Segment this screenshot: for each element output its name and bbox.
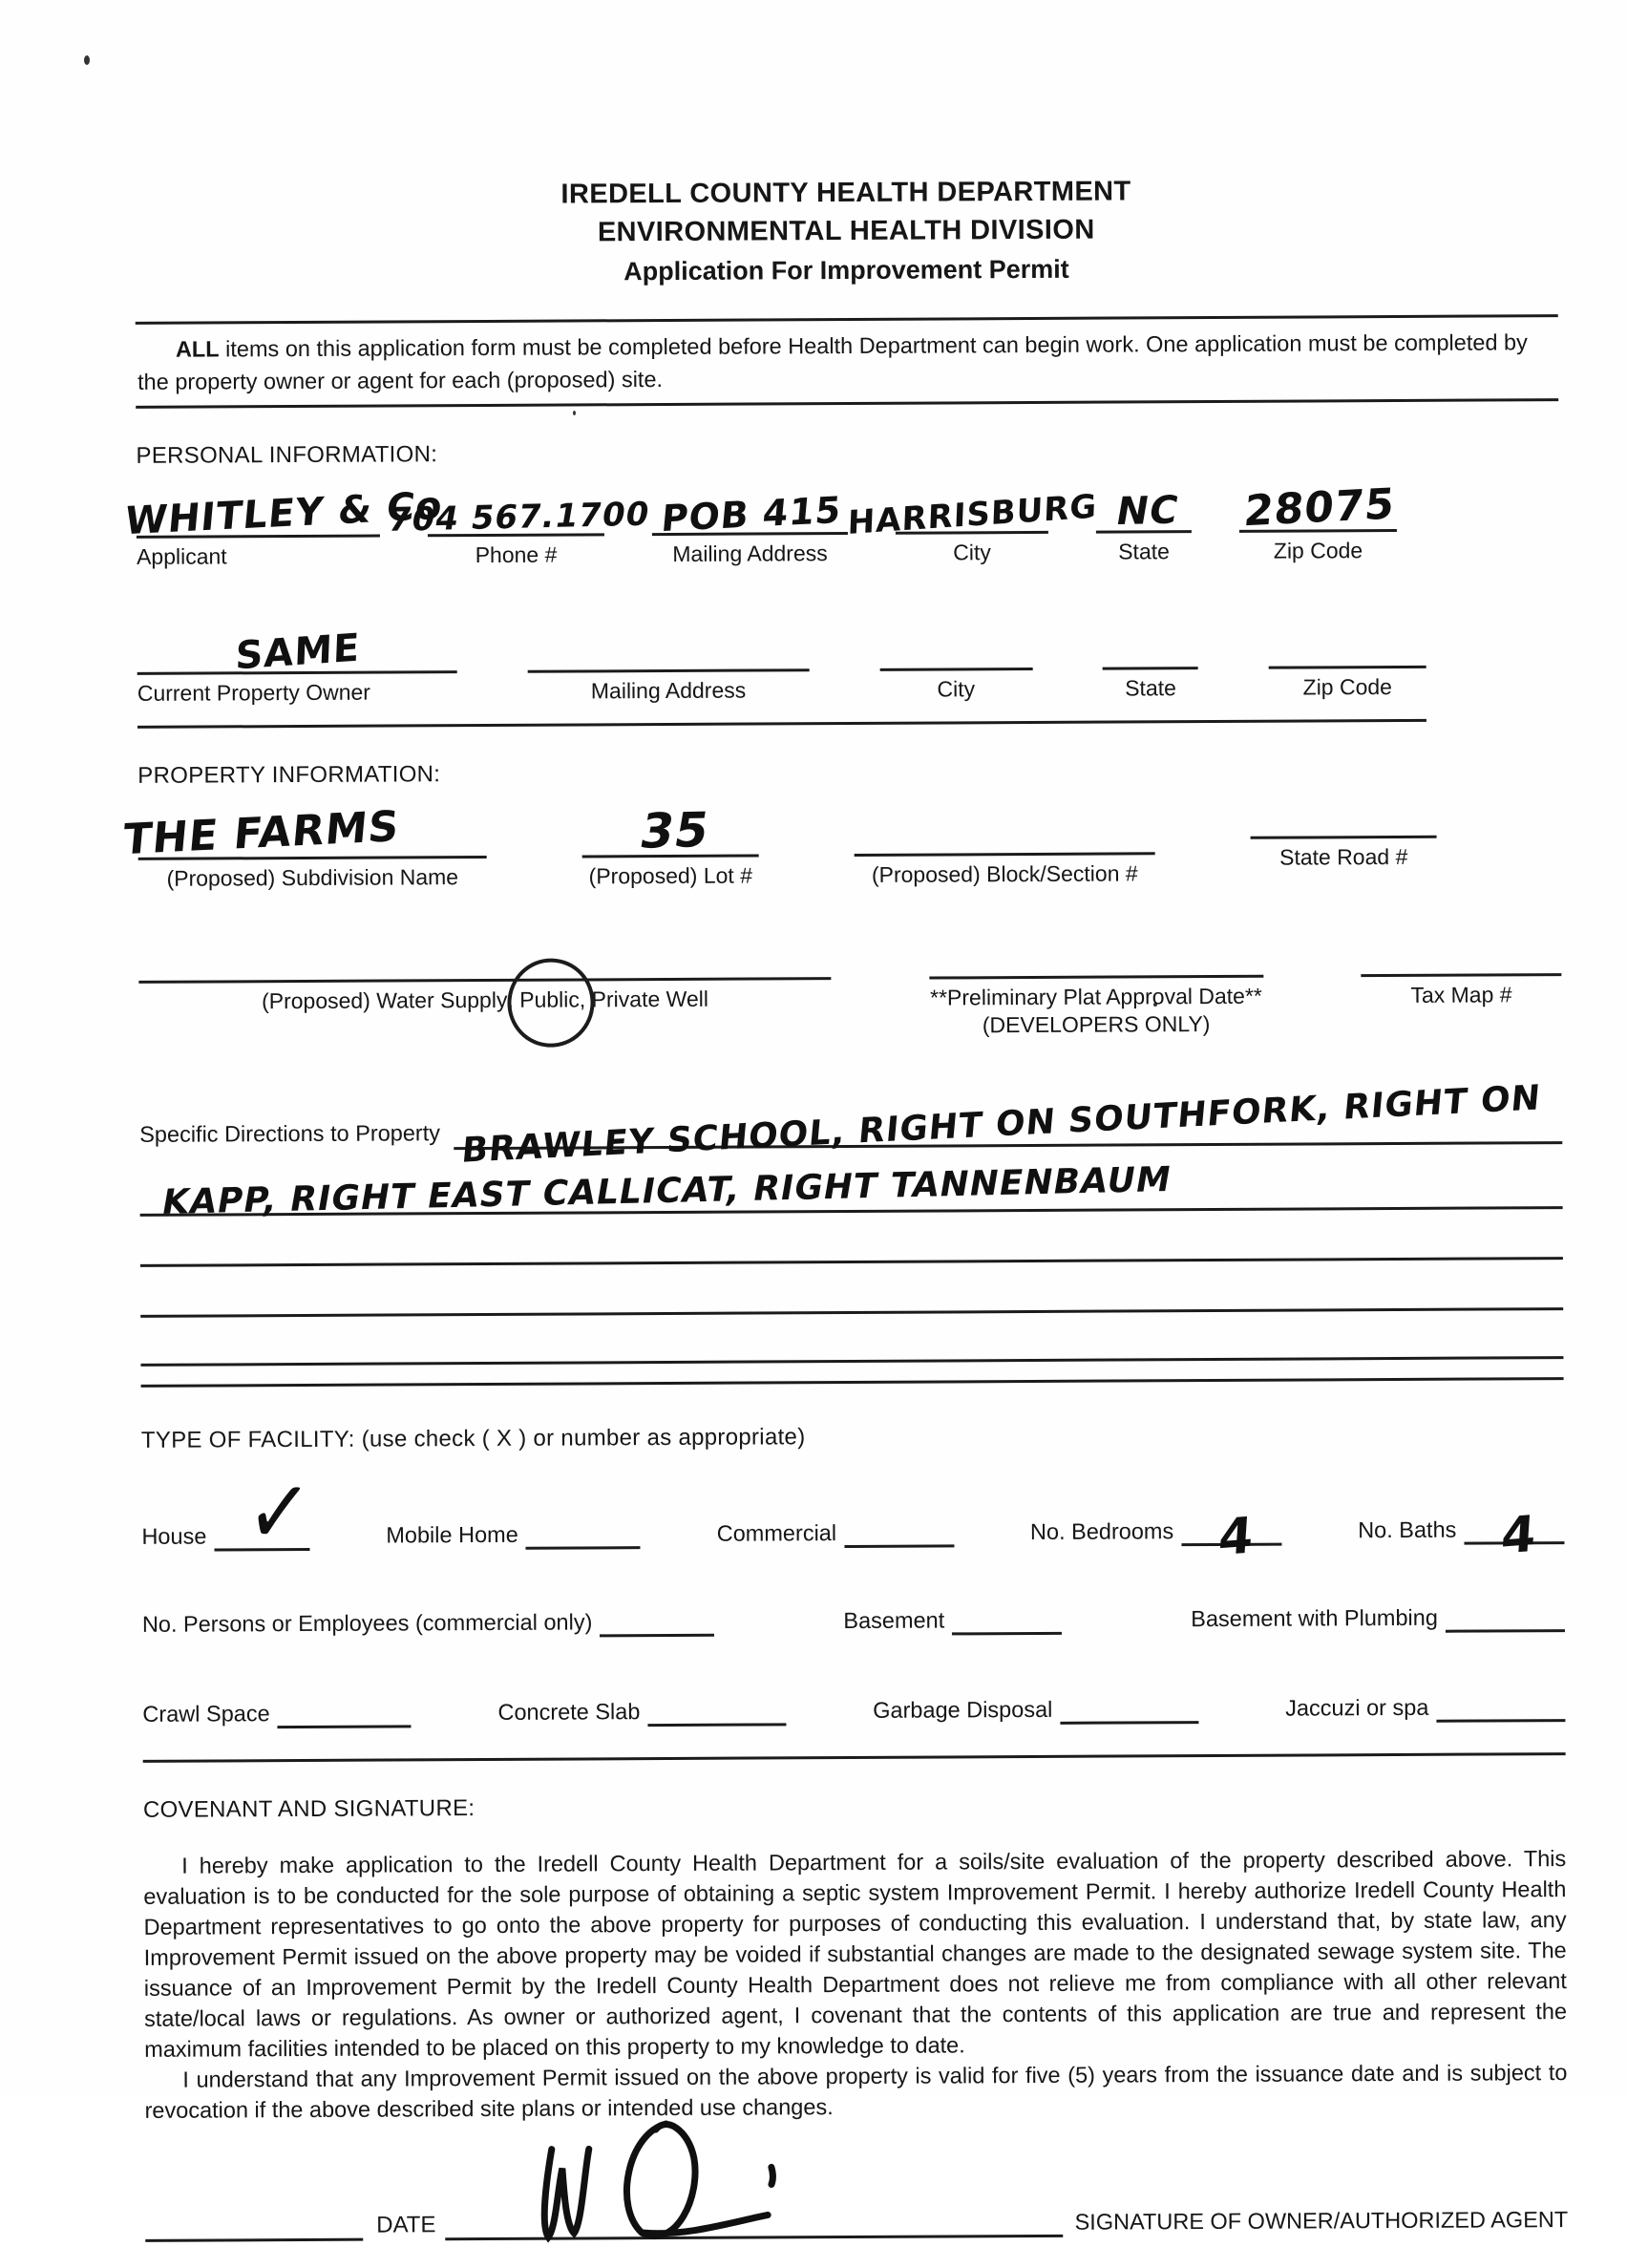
owner-zip-label: Zip Code (1302, 674, 1392, 700)
garbage-disposal-write-line[interactable] (1060, 1689, 1198, 1725)
directions-value-1: BRAWLEY SCHOOL, RIGHT ON SOUTHFORK, RIGHT ON (459, 1078, 1543, 1171)
phone-value: 704 567.1700 (385, 495, 653, 540)
block-section-field[interactable] (854, 801, 1154, 888)
water-public-option[interactable] (519, 986, 580, 1012)
divider-rule (143, 1752, 1566, 1763)
date-label: DATE (376, 2212, 436, 2238)
owner-state-label: State (1125, 675, 1176, 701)
department-title: IREDELL COUNTY HEALTH DEPARTMENT (560, 176, 1131, 210)
jaccuzi-group[interactable] (1285, 1687, 1565, 1724)
zip-label: Zip Code (1273, 538, 1363, 563)
city-write-line[interactable] (847, 480, 1099, 543)
commercial-group[interactable] (717, 1513, 955, 1548)
water-supply-row (138, 951, 1561, 1043)
city-value: HARRISBURG (847, 487, 1099, 543)
directions-line-1[interactable] (454, 1078, 1563, 1171)
owner-state-field[interactable] (1103, 616, 1198, 702)
subdivision-write-line[interactable] (120, 801, 486, 865)
instructions-paragraph (137, 326, 1556, 398)
state-road-write-line[interactable] (1250, 800, 1436, 839)
lot-field[interactable] (581, 803, 758, 889)
directions-value-2: KAPP, RIGHT EAST CALLICAT, RIGHT TANNENBAUM (158, 1159, 1175, 1223)
divider-rule (136, 398, 1558, 409)
block-section-write-line[interactable] (854, 801, 1154, 857)
bedrooms-write-line[interactable] (1181, 1507, 1281, 1568)
mailing-address-write-line[interactable] (652, 481, 848, 541)
owner-city-label: City (937, 676, 976, 702)
owner-zip-field[interactable] (1268, 615, 1426, 701)
subdivision-label: (Proposed) Subdivision Name (166, 864, 459, 891)
commercial-write-line[interactable] (844, 1513, 954, 1548)
persons-label: No. Persons or Employees (commercial only) (141, 1609, 593, 1637)
zip-value: 28075 (1242, 479, 1398, 537)
water-supply-write-line[interactable] (138, 955, 831, 984)
state-road-label: State Road # (1278, 843, 1408, 870)
basement-label: Basement (843, 1607, 945, 1634)
concrete-slab-group[interactable] (497, 1691, 786, 1727)
zip-field[interactable] (1239, 478, 1397, 564)
signature-write-line[interactable] (445, 2209, 1063, 2240)
state-label: State (1118, 539, 1170, 564)
mobile-home-label: Mobile Home (386, 1521, 518, 1548)
state-field[interactable] (1096, 479, 1192, 565)
concrete-slab-label: Concrete Slab (497, 1699, 641, 1725)
date-prefix-line[interactable] (145, 2213, 363, 2242)
applicant-field[interactable] (122, 483, 445, 570)
state-value: NC (1111, 488, 1182, 535)
commercial-label: Commercial (716, 1520, 837, 1546)
covenant-paragraph-2: I understand that any Improvement Permit issued on the above property is valid for five (5) years from the issuance date and is subject to revocation if the above described site plans or intended use changes. (144, 2060, 1568, 2123)
crawl-space-group[interactable] (142, 1693, 411, 1728)
facility-heading: TYPE OF FACILITY: (use check ( X ) or number as appropriate) (140, 1424, 806, 1453)
persons-group[interactable] (142, 1602, 715, 1640)
persons-write-line[interactable] (600, 1602, 714, 1638)
directions-row (139, 1078, 1562, 1171)
phone-write-line[interactable] (385, 482, 653, 540)
crawl-space-label: Crawl Space (142, 1701, 270, 1727)
owner-field[interactable] (137, 620, 456, 707)
tax-map-label: Tax Map # (1410, 982, 1512, 1007)
basement-write-line[interactable] (952, 1600, 1062, 1636)
divider-rule (136, 314, 1558, 325)
applicant-value: WHITLEY & Co (122, 483, 445, 544)
state-write-line[interactable] (1096, 479, 1192, 534)
baths-write-line[interactable] (1464, 1505, 1564, 1566)
owner-mailing-field[interactable] (527, 618, 809, 705)
instructions-text: items on this application form must be completed before Health Department can begin work. One application must be completed by the property owner or agent for each (proposed) site. (137, 329, 1528, 394)
basement-group[interactable] (843, 1600, 1062, 1636)
covenant-text (143, 1843, 1567, 2126)
block-section-label: (Proposed) Block/Section # (871, 860, 1138, 887)
water-supply-label (138, 986, 831, 1015)
applicant-write-line[interactable] (122, 483, 445, 544)
owner-write-line[interactable] (137, 620, 456, 679)
division-title: ENVIRONMENTAL HEALTH DIVISION (597, 214, 1095, 248)
mailing-address-field[interactable] (652, 481, 848, 567)
divider-rule (137, 719, 1426, 729)
plat-date-label: **Preliminary Plat Approval Date** (930, 983, 1262, 1010)
owner-city-field[interactable] (879, 617, 1032, 703)
tax-map-field[interactable] (1361, 951, 1561, 1036)
subdivision-row (120, 800, 1436, 892)
tax-map-write-line[interactable] (1361, 951, 1561, 977)
owner-state-write-line[interactable] (1103, 616, 1198, 670)
jaccuzi-label: Jaccuzi or spa (1285, 1694, 1429, 1721)
city-label: City (953, 540, 991, 565)
mailing-address-value: POB 415 (659, 488, 844, 541)
facility-row-2 (142, 1598, 1565, 1640)
water-separator: , (579, 986, 592, 1012)
owner-mailing-write-line[interactable] (527, 618, 809, 673)
crawl-space-write-line[interactable] (278, 1693, 412, 1728)
jaccuzi-write-line[interactable] (1436, 1687, 1565, 1723)
bedrooms-value: 4 (1215, 1507, 1256, 1568)
subdivision-value: THE FARMS (120, 801, 402, 865)
personal-information-heading: PERSONAL INFORMATION: (136, 441, 438, 469)
lot-write-line[interactable] (581, 803, 758, 858)
applicant-row (122, 478, 1398, 570)
owner-city-write-line[interactable] (879, 617, 1032, 671)
house-group[interactable] (141, 1456, 317, 1570)
plat-date-sublabel: (DEVELOPERS ONLY) (982, 1011, 1211, 1038)
lot-label: (Proposed) Lot # (588, 862, 753, 889)
mailing-address-label: Mailing Address (672, 541, 828, 566)
basement-plumbing-label: Basement with Plumbing (1191, 1604, 1438, 1632)
facility-row-1 (141, 1456, 1564, 1570)
phone-field[interactable] (385, 482, 653, 568)
form-name: Application For Improvement Permit (623, 254, 1069, 286)
baths-value: 4 (1499, 1505, 1539, 1566)
zip-write-line[interactable] (1239, 478, 1398, 537)
water-private-option[interactable]: Private Well (591, 986, 708, 1012)
bedrooms-label: No. Bedrooms (1029, 1518, 1174, 1545)
directions-line-2[interactable] (139, 1157, 1562, 1223)
owner-mailing-label: Mailing Address (590, 677, 747, 704)
house-write-line[interactable] (214, 1456, 317, 1570)
mobile-home-group[interactable] (386, 1515, 641, 1550)
section-divider (140, 1356, 1563, 1388)
subdivision-field[interactable] (120, 801, 486, 892)
form-title-block (135, 174, 1558, 289)
instructions-lead: ALL (175, 336, 220, 362)
directions-line-4[interactable] (140, 1260, 1563, 1318)
basement-plumbing-write-line[interactable] (1446, 1598, 1565, 1633)
water-public-label: Public (519, 986, 580, 1012)
plat-date-field[interactable] (929, 953, 1263, 1039)
baths-group[interactable] (1358, 1505, 1564, 1566)
directions-label: Specific Directions to Property (139, 1120, 441, 1147)
owner-signature-scrawl (521, 2111, 837, 2266)
signature-label: SIGNATURE OF OWNER/AUTHORIZED AGENT (1074, 2207, 1569, 2235)
house-checkmark: ✓ (242, 1456, 317, 1570)
plat-date-write-line[interactable] (929, 953, 1263, 980)
garbage-disposal-label: Garbage Disposal (873, 1696, 1053, 1723)
phone-label: Phone # (475, 541, 558, 568)
scan-speck (84, 55, 90, 65)
basement-plumbing-group[interactable] (1191, 1598, 1565, 1634)
water-supply-field[interactable] (138, 955, 831, 1043)
owner-value: SAME (234, 625, 362, 679)
house-label: House (141, 1523, 207, 1549)
city-field[interactable] (847, 480, 1099, 566)
owner-zip-write-line[interactable] (1268, 615, 1426, 669)
lot-value: 35 (635, 801, 714, 859)
concrete-slab-write-line[interactable] (647, 1691, 786, 1727)
covenant-paragraph-1: I hereby make application to the Iredell County Health Department for a soils/site evaluation of the property described above. This evaluation is to be conducted for the sole purpose of obtaining a septic system Improvement Permit. I hereby authorize Iredell County Health Department representatives to go onto the above property for purposes of conducting this evaluation. I understand that, by state law, any Improvement Permit issued on the above property may be voided if substantial changes are made to the designated sewage system site. The issuance of an Improvement Permit by the Iredell County Health Department does not relieve me from compliance with all other relevant state/local laws or regulations. As owner or authorized agent, I covenant that the contents of this application are true and represent the maximum facilities intended to be placed on this property to my knowledge to date. (143, 1846, 1568, 2062)
owner-row (137, 615, 1426, 707)
garbage-disposal-group[interactable] (873, 1689, 1198, 1726)
baths-label: No. Baths (1358, 1516, 1457, 1543)
covenant-heading: COVENANT AND SIGNATURE: (142, 1795, 475, 1823)
property-information-heading: PROPERTY INFORMATION: (137, 761, 441, 789)
bedrooms-group[interactable] (1029, 1507, 1281, 1568)
mobile-home-write-line[interactable] (526, 1515, 641, 1550)
state-road-field[interactable] (1250, 800, 1436, 886)
signature-row (145, 2206, 1568, 2242)
applicant-label: Applicant (136, 543, 227, 569)
facility-row-3 (142, 1687, 1565, 1729)
owner-label: Current Property Owner (137, 679, 370, 706)
water-supply-prefix: (Proposed) Water Supply: (261, 986, 520, 1014)
